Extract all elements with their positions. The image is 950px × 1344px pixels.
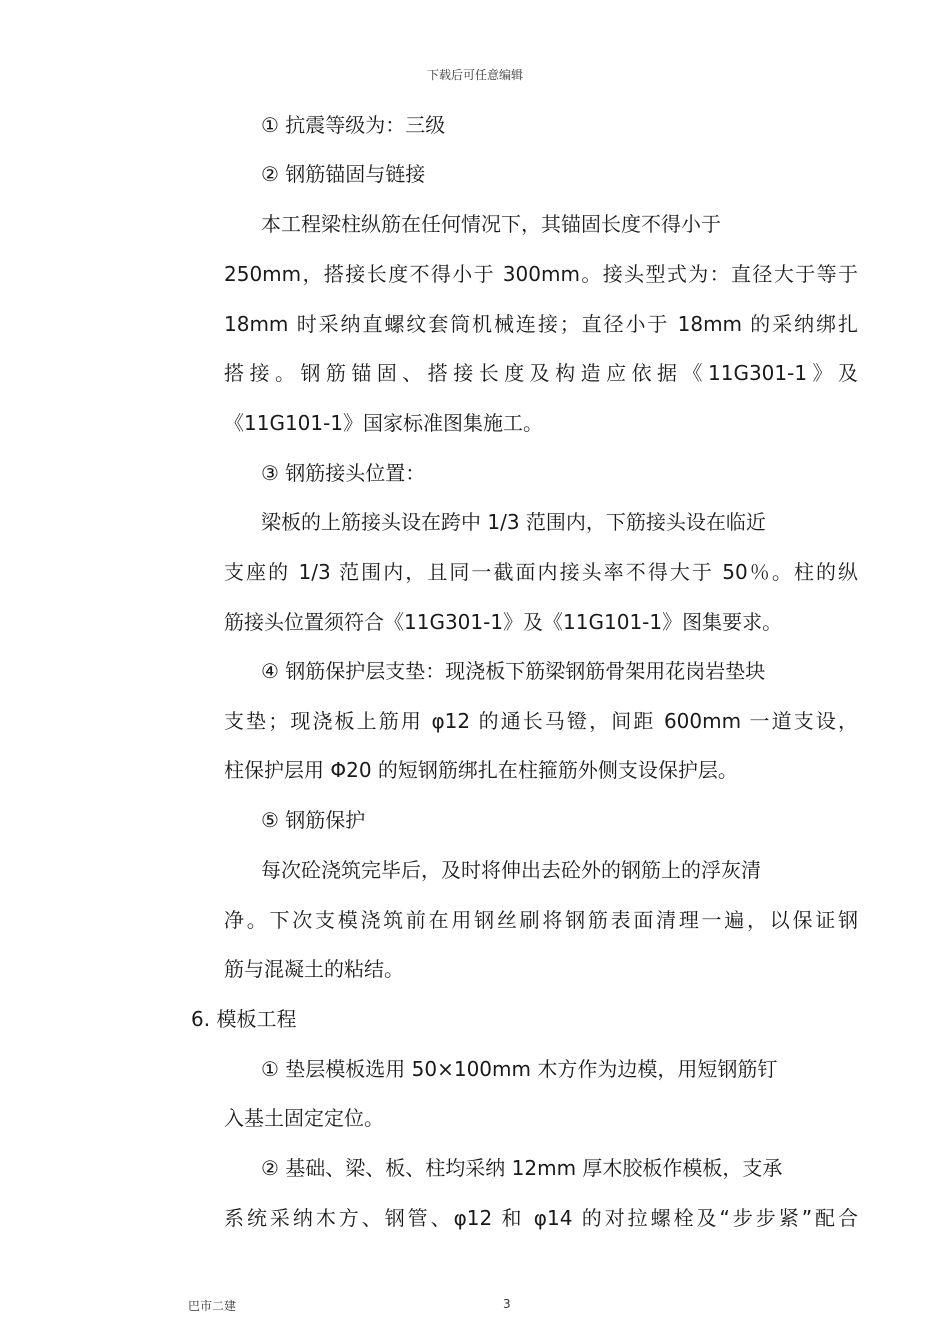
text-line: 梁板的上筋接头设在跨中 1/3 范围内，下筋接头设在临近: [261, 510, 766, 534]
page-header: 下载后可任意编辑: [426, 68, 523, 82]
text-line: ② 基础、梁、板、柱均采纳 12mm 厚木胶板作模板，支承: [261, 1156, 783, 1180]
text-line: ① 抗震等级为：三级: [261, 113, 446, 137]
text-line: 柱保护层用 Φ20 的短钢筋绑扎在柱箍筋外侧支设保护层。: [224, 758, 738, 782]
text-line: 250mm，搭接长度不得小于 300mm。接头型式为：直径大于等于: [224, 262, 858, 286]
text-line: ④ 钢筋保护层支垫：现浇板下筋梁钢筋骨架用花岗岩垫块: [261, 659, 766, 683]
text-line: 系统采纳木方、钢管、φ12 和 φ14 的对拉螺栓及“步步紧”配合: [224, 1206, 858, 1230]
text-line: 《11G101-1》国家标准图集施工。: [224, 411, 544, 435]
text-line: ⑤ 钢筋保护: [261, 808, 366, 832]
text-line: ③ 钢筋接头位置：: [261, 461, 426, 485]
text-line: 净。下次支模浇筑前在用钢丝刷将钢筋表面清理一遍，以保证钢: [224, 908, 858, 932]
footer-company: 巴市二建: [188, 1299, 237, 1313]
text-line: 本工程梁柱纵筋在任何情况下，其锚固长度不得小于: [261, 212, 721, 236]
text-line: 支垫；现浇板上筋用 φ12 的通长马镫，间距 600mm 一道支设，: [224, 709, 858, 733]
text-line: ② 钢筋锚固与链接: [261, 162, 426, 186]
text-line: ① 垫层模板选用 50×100mm 木方作为边模，用短钢筋钉: [261, 1057, 778, 1081]
text-line: 每次砼浇筑完毕后，及时将伸出去砼外的钢筋上的浮灰清: [261, 858, 761, 882]
text-line: 18mm 时采纳直螺纹套筒机械连接；直径小于 18mm 的采纳绑扎: [224, 312, 858, 336]
text-line: 筋接头位置须符合《11G301-1》及《11G101-1》图集要求。: [224, 610, 783, 634]
text-line: 入基土固定定位。: [224, 1106, 384, 1130]
section-heading: 6. 模板工程: [191, 1007, 297, 1031]
text-line: 支座的 1/3 范围内，且同一截面内接头率不得大于 50％。柱的纵: [224, 560, 858, 584]
page-number: 3: [503, 1297, 511, 1311]
text-line: 搭接。钢筋锚固、搭接长度及构造应依据《11G301-1》及: [224, 361, 858, 385]
text-line: 筋与混凝土的粘结。: [224, 957, 404, 981]
